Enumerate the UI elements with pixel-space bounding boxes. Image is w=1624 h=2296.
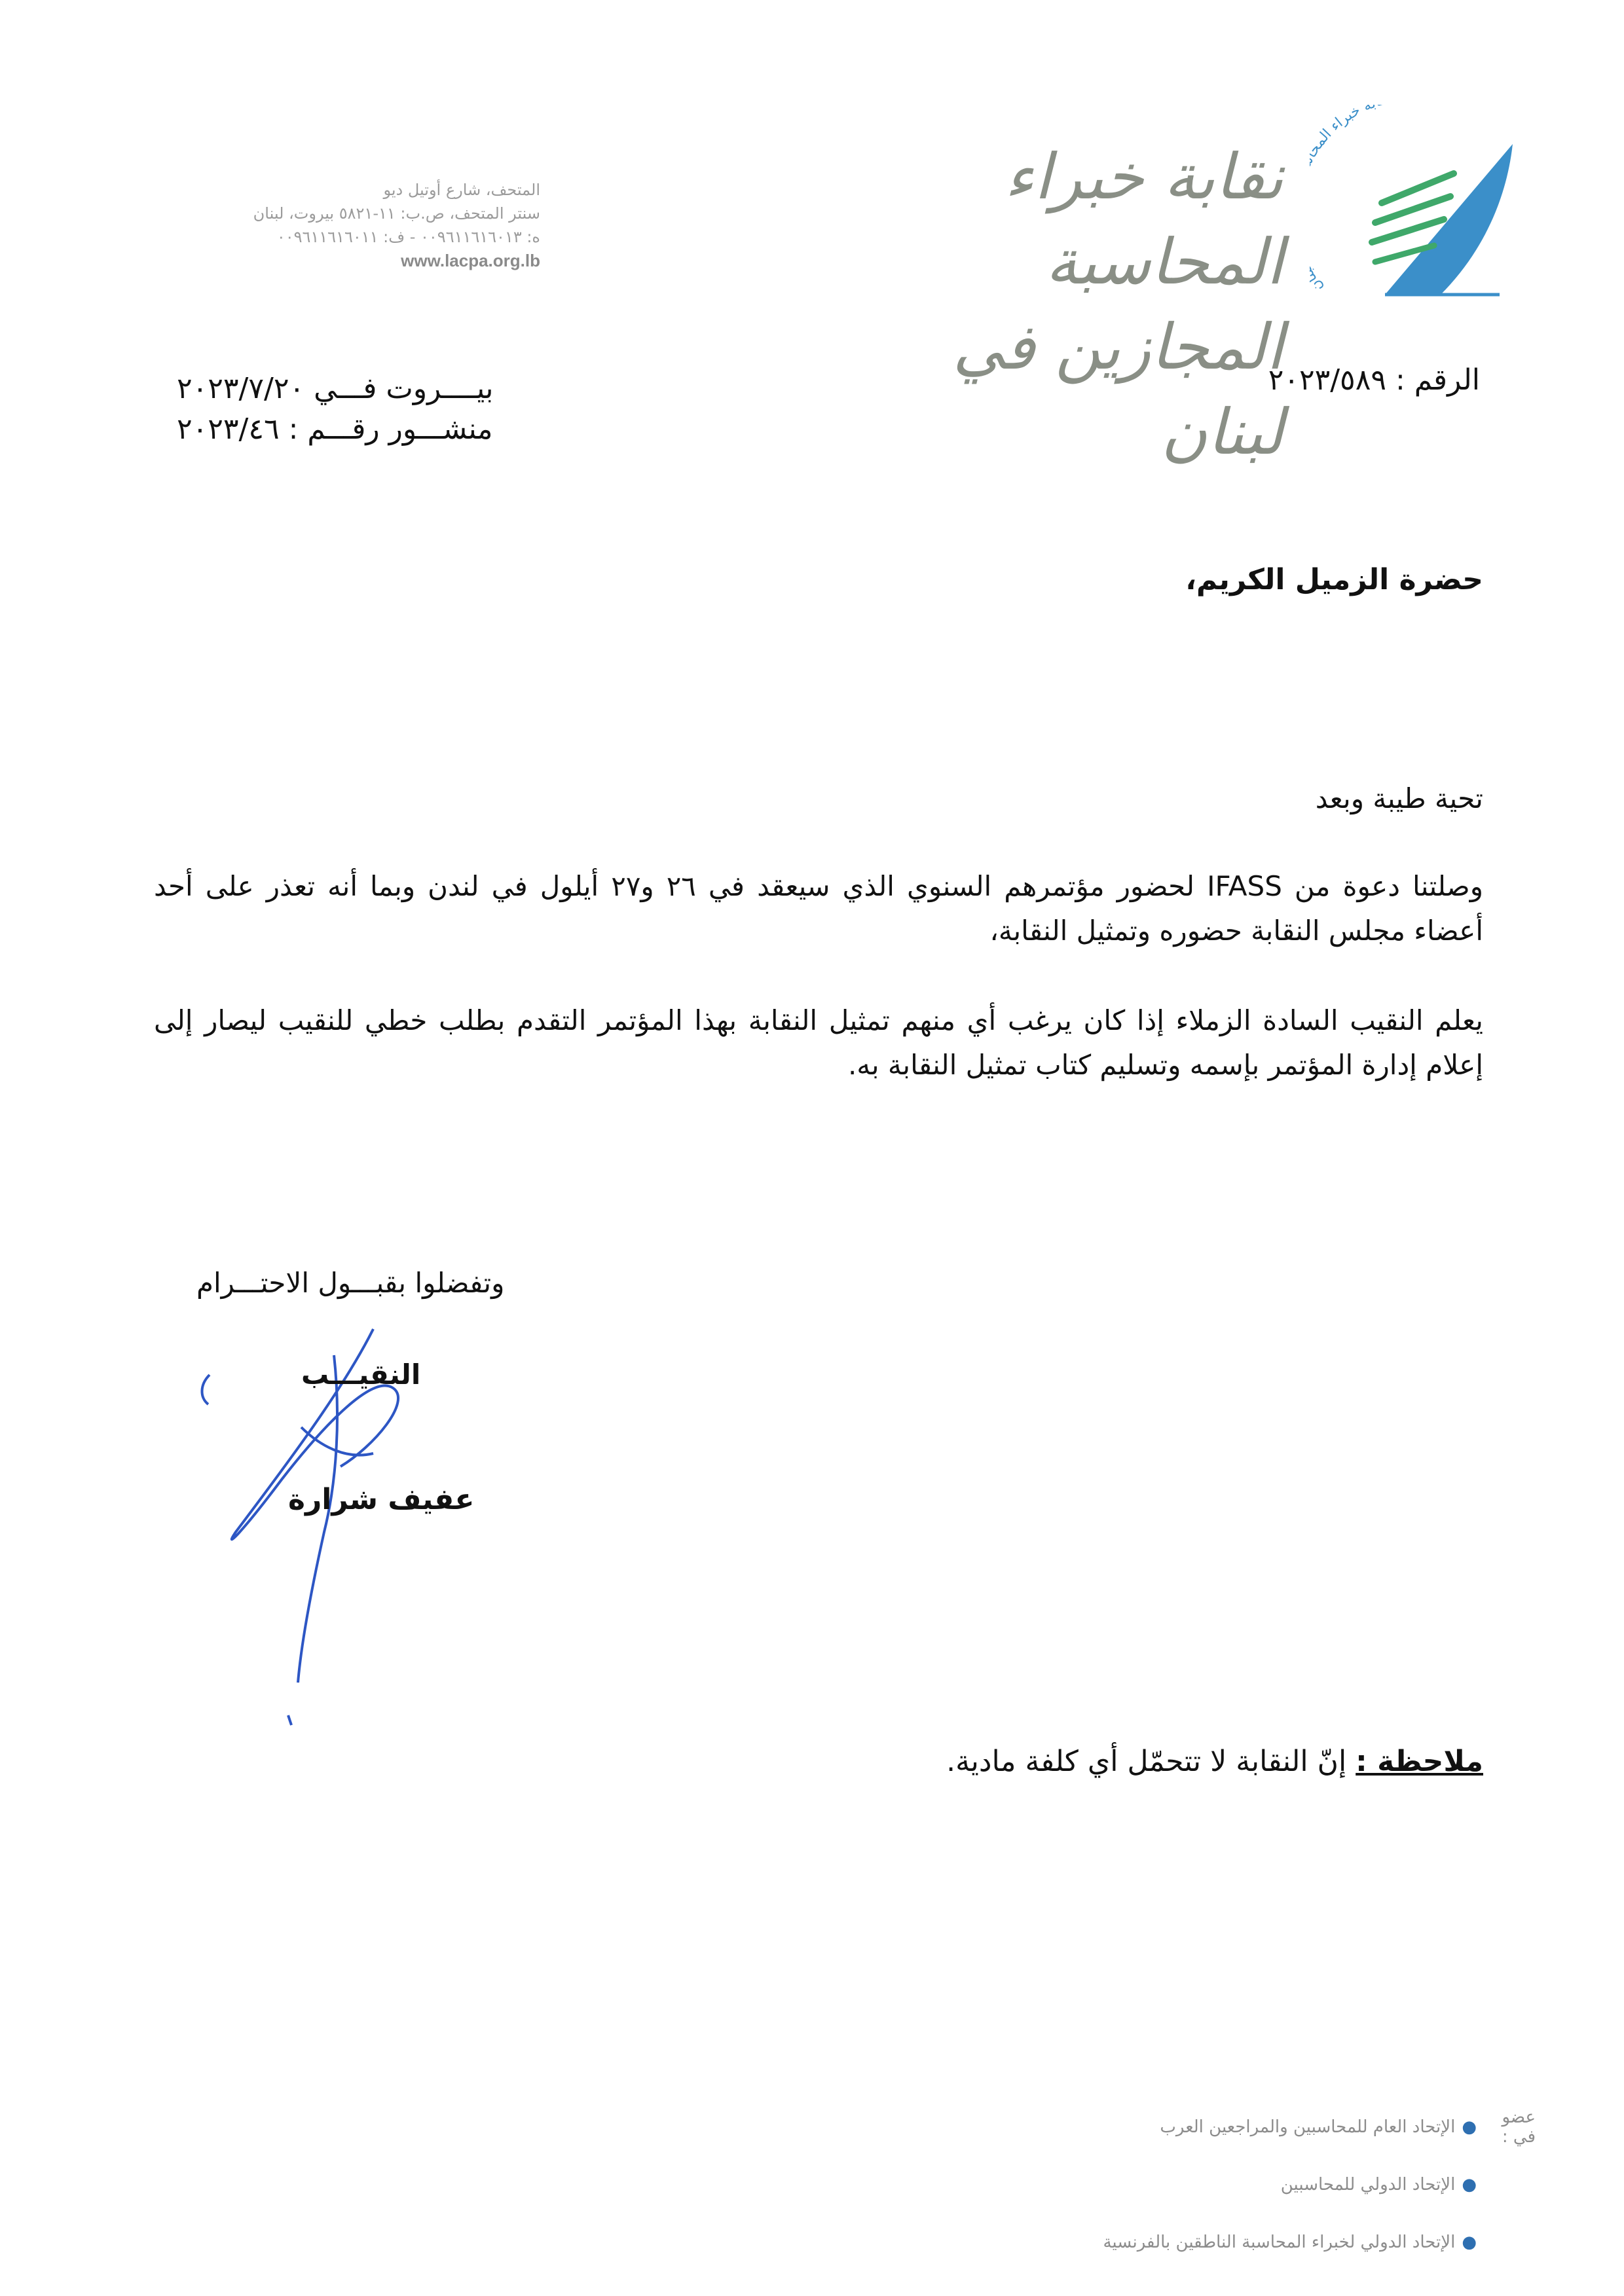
logo-line-1: نقابة خبراء المحاسبة — [1004, 140, 1283, 299]
date-line: بيــــروت فـــي ٢٠٢٣/٧/٢٠ — [177, 372, 494, 405]
address-line-1: المتحف، شارع أوتيل ديو — [383, 181, 540, 199]
bullet-icon: ● — [1462, 2117, 1477, 2137]
logo-wordmark — [877, 134, 1283, 475]
membership-row — [684, 2156, 1477, 2214]
logo-circle-text: ة خبراء الم — [1311, 105, 1375, 150]
logo-sail-icon — [1310, 105, 1545, 321]
membership-row — [684, 2098, 1536, 2156]
website-link[interactable]: www.lacpa.org.lb — [401, 251, 540, 270]
membership-item: الإتحاد الدولي لخبراء المحاسبة الناطقين بالفرنسية — [1103, 2232, 1456, 2252]
membership-item: الإتحاد العام للمحاسبين والمراجعين العرب — [1160, 2117, 1456, 2137]
signer-title: النقيـــب — [301, 1358, 421, 1391]
paragraph-request: يعلم النقيب السادة الزملاء إذا كان يرغب أي منهم تمثيل النقابة بهذا المؤتمر التقدم بطلب خطي للنقيب ليصار إلى إعلام إدارة المؤتمر بإسمه وتسليم كتاب تمثيل النقابة به. — [154, 1004, 1483, 1081]
note-text: إنّ النقابة لا تتحمّل أي كلفة مادية. — [946, 1745, 1347, 1778]
membership-row — [684, 2214, 1477, 2271]
closing-text: وتفضلوا بقبـــول الاحتـــرام — [196, 1267, 505, 1299]
signer-name: عفيف شرارة — [288, 1483, 475, 1516]
paragraph-invitation: وصلتنا دعوة من IFASS لحضور مؤتمرهم السنوي الذي سيعقد في ٢٦ و٢٧ أيلول في لندن وبما أنه تعذر على أحد أعضاء مجلس النقابة حضوره وتمثيل النقابة، — [154, 870, 1483, 947]
logo-emblem — [1310, 105, 1545, 321]
svg-text:نقابة خبراء المحاسبة المجازين — [1310, 105, 1392, 295]
reference-number: الرقم : ٢٠٢٣/٥٨٩ — [1268, 363, 1480, 397]
logo-line-2: المجازين في لبنان — [952, 310, 1283, 469]
membership-item: الإتحاد الدولي للمحاسبين — [1280, 2175, 1456, 2195]
circular-number: منشـــور رقـــم : ٢٠٢٣/٤٦ — [177, 412, 493, 446]
address-line-2: سنتر المتحف، ص.ب: ١١-٥٨٢١ بيروت، لبنان — [253, 204, 540, 223]
bullet-icon: ● — [1462, 2175, 1477, 2195]
address-line-3: ه: ٠٠٩٦١١٦١٦٠١٣ - ف: ٠٠٩٦١١٦١٦٠١١ — [276, 228, 540, 246]
salutation: حضرة الزميل الكريم، — [1185, 563, 1483, 596]
greeting: تحية طيبة وبعد — [1315, 782, 1483, 814]
member-of-label: عضو في : — [1502, 2107, 1536, 2147]
bullet-icon: ● — [1462, 2232, 1477, 2252]
note-label: ملاحظة : — [1356, 1745, 1483, 1778]
address-block — [131, 178, 540, 272]
note — [946, 1745, 1483, 1778]
memberships-footer — [684, 2098, 1536, 2271]
